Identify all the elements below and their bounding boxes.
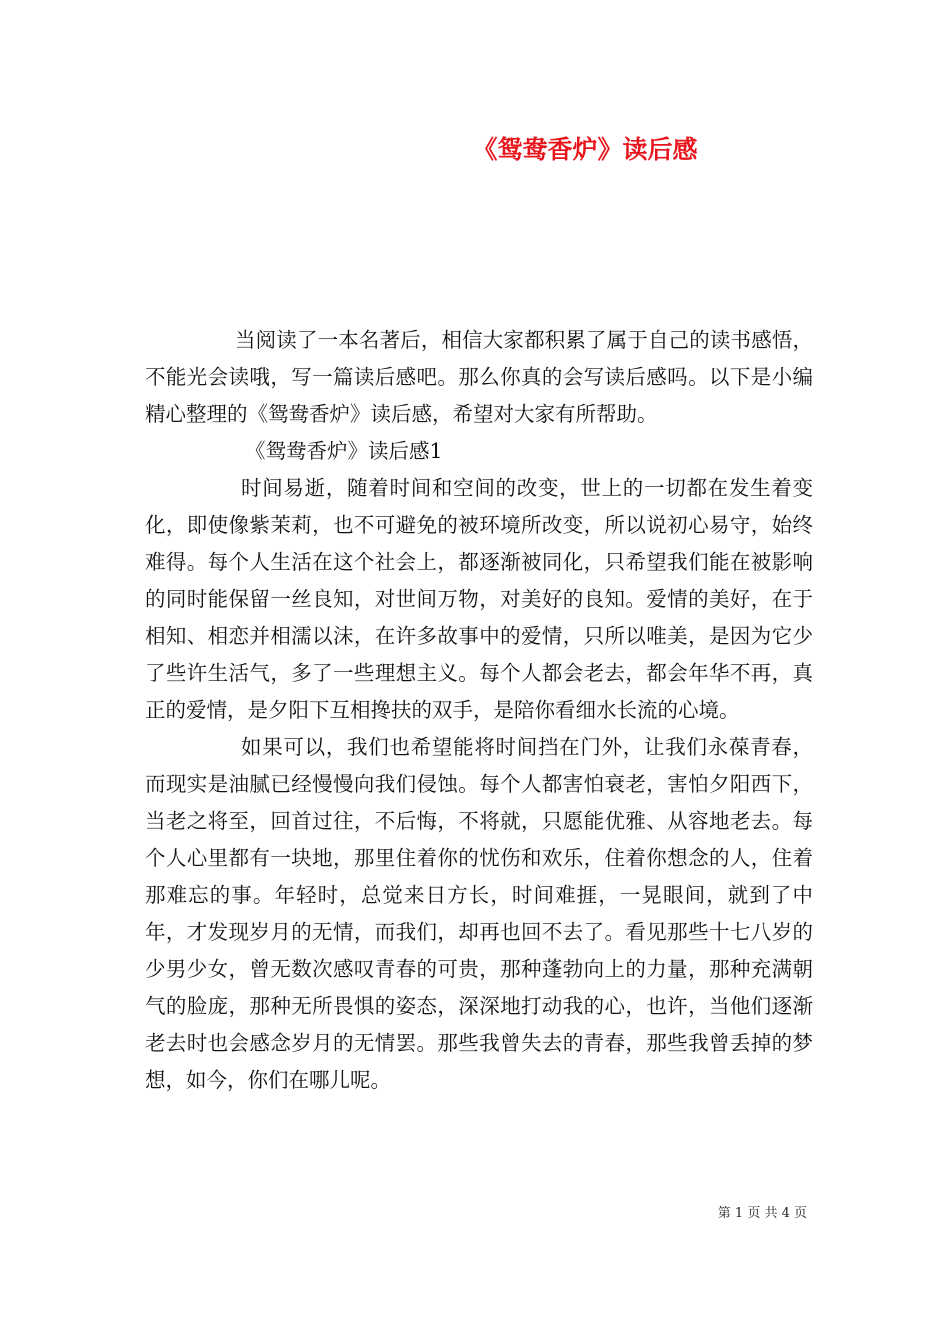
document-body [145, 322, 813, 1099]
body-paragraph-2: 如果可以，我们也希望能将时间挡在门外，让我们永葆青春，而现实是油腻已经慢慢向我们侵蚀。每个人都害怕衰老，害怕夕阳西下，当老之将至，回首过往，不后悔，不将就，只愿能优雅、从容地老去。每个人心里都有一块地，那里住着你的忧伤和欢乐，住着你想念的人，住着那难忘的事。年轻时，总觉来日方长，时间难捱，一晃眼间，就到了中年，才发现岁月的无情，而我们，却再也回不去了。看见那些十七八岁的少男少女，曾无数次感叹青春的可贵，那种蓬勃向上的力量，那种充满朝气的脸庞，那种无所畏惧的姿态，深深地打动我的心，也许，当他们逐渐老去时也会感念岁月的无情罢。那些我曾失去的青春，那些我曾丢掉的梦想，如今，你们在哪儿呢。 [145, 735, 813, 1092]
section-subheading: 《鸳鸯香炉》读后感1 [245, 439, 443, 463]
document-title: 《鸳鸯香炉》读后感 [472, 135, 698, 164]
page-number: 第 1 页 共 4 页 [717, 1206, 807, 1221]
intro-paragraph: 当阅读了一本名著后，相信大家都积累了属于自己的读书感悟，不能光会读哦，写一篇读后感吧。那么你真的会写读后感吗。以下是小编精心整理的《鸳鸯香炉》读后感，希望对大家有所帮助。 [145, 328, 813, 426]
body-paragraph-1: 时间易逝，随着时间和空间的改变，世上的一切都在发生着变化，即使像紫茉莉，也不可避免的被环境所改变，所以说初心易守，始终难得。每个人生活在这个社会上，都逐渐被同化，只希望我们能在被影响的同时能保留一丝良知，对世间万物，对美好的良知。爱情的美好，在于相知、相恋并相濡以沫，在许多故事中的爱情，只所以唯美，是因为它少了些许生活气，多了一些理想主义。每个人都会老去，都会年华不再，真正的爱情，是夕阳下互相搀扶的双手，是陪你看细水长流的心境。 [145, 476, 813, 722]
